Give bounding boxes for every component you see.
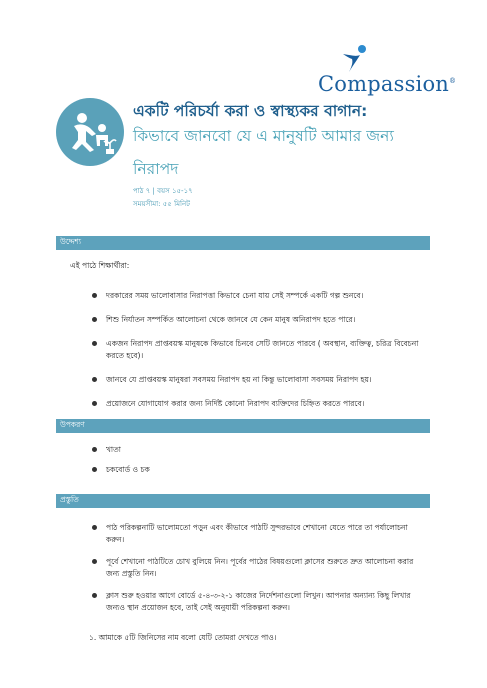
title-line-3: নিরাপদ xyxy=(133,160,179,178)
brand-name: Compassion® xyxy=(318,72,457,96)
list-item: দরকারের সময় ভালোবাসার নিরাপত্তা কিভাবে চেনা যায় সেই সম্পর্কে একটি গল্প শুনবে। xyxy=(92,290,427,302)
list-item: চকবোর্ড ও চক xyxy=(92,464,422,476)
lesson-icon-circle xyxy=(56,98,124,166)
title-line-1: একটি পরিচর্যা করা ও স্বাস্থ্যকর বাগান: xyxy=(133,102,368,120)
section-bar-preparation xyxy=(56,494,430,508)
numbered-item-1: ১. আমাকে ৫টি জিনিসের নাম বলো যেটি তোমরা দেখতে পাও। xyxy=(89,633,277,642)
list-item: খাতা xyxy=(92,444,422,456)
objectives-list xyxy=(92,290,427,410)
caregiver-helping-child-icon xyxy=(56,98,124,166)
section-heading-preparation: প্রস্তুতি xyxy=(60,495,79,504)
section-bar-materials xyxy=(56,419,430,433)
list-item: জানবে যে প্রাপ্তবয়স্ক মানুষরা সবসময় নিরাপদ হয় না কিন্তু ভালোবাসা সবসময় নিরাপদ হয়। xyxy=(92,374,427,386)
preparation-list xyxy=(92,522,422,614)
objectives-intro: এই পাঠে শিক্ষার্থীরা: xyxy=(70,261,130,270)
compassion-logo xyxy=(318,44,457,100)
lesson-age: পাঠ ৭ | বয়স ১৫-১৭ xyxy=(133,187,193,195)
list-item: ক্লাস শুরু হওয়ার আগে বোর্ডে ৫-৪-৩-২-১ কাজের নির্দেশনাগুলো লিখুন। আপনার অন্যান্য কিছু লিখার জন্যও স্থান প্রয়োজন হবে, তাই সেই অনুযায়ী পরিকল্পনা করুন। xyxy=(92,590,422,614)
list-item: একজন নিরাপদ প্রাপ্তবয়স্ক মানুষকে কিভাবে চিনবে সেটি জানতে পারবে ( অবস্থান, ব্যক্তিত্ব, চরিত্র বিবেচনা করতে হবে)। xyxy=(92,338,427,362)
materials-list xyxy=(92,444,422,476)
section-bar-objectives xyxy=(56,236,430,250)
title-line-2: কিভাবে জানবো যে এ মানুষটি আমার জন্য xyxy=(133,127,394,145)
section-heading-materials: উপকরণ xyxy=(60,420,85,429)
list-item: পূর্বে শেখানো পাঠটিতে চোখ বুলিয়ে নিন। পূর্বের পাঠের বিষয়গুলো ক্লাসের শুরুতে দ্রুত আলোচনা করার জন্য প্রস্তুতি নিন। xyxy=(92,556,422,580)
compassion-figure-icon xyxy=(340,44,370,74)
section-heading-objectives: উদ্দেশ্য xyxy=(60,237,82,246)
duration: সময়সীমা: ৫৫ মিনিট xyxy=(133,200,190,208)
list-item: প্রয়োজনে যোগাযোগ করার জন্য নির্দিষ্ট কোনো নিরাপদ ব্যক্তিদের চিহ্নিত করতে পারবে। xyxy=(92,398,427,410)
list-item: শিশু নির্যাতন সম্পর্কিত আলোচনা থেকে জানবে যে কেন মানুষ অনিরাপদ হতে পারে। xyxy=(92,314,427,326)
list-item: পাঠ পরিকল্পনাটি ভালোমতো পড়ুন এবং কীভাবে পাঠটি সুন্দরভাবে শেখানো যেতে পারে তা পর্যালোচনা করুন। xyxy=(92,522,422,546)
